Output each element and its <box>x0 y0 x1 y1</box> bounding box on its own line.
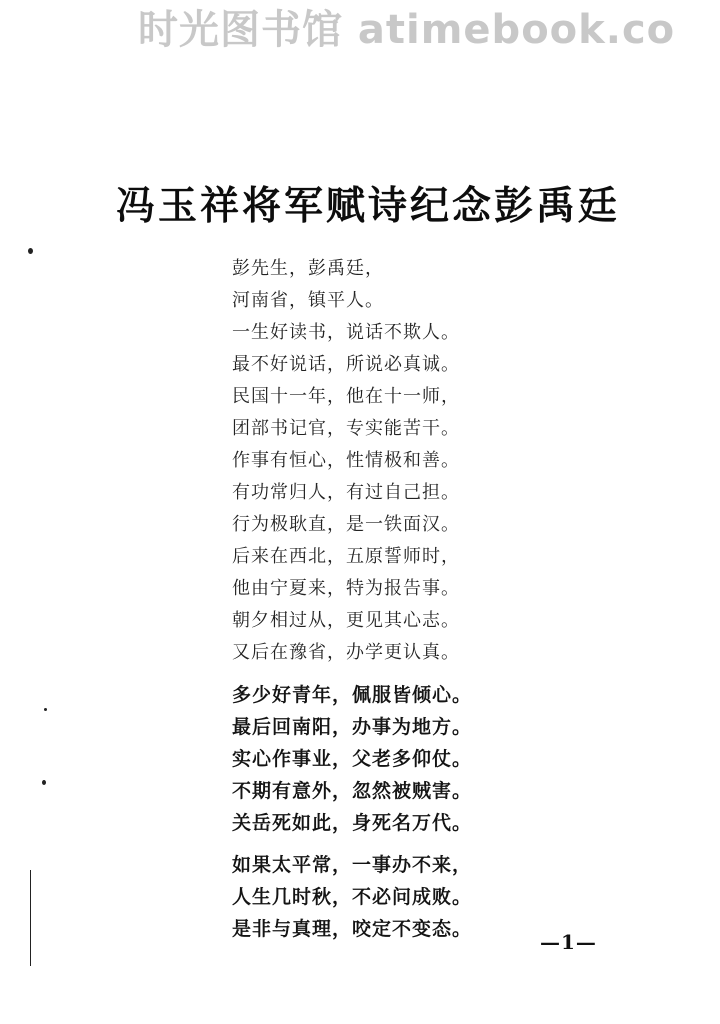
poem-line: 不期有意外，忽然被贼害。 <box>232 780 473 802</box>
poem-line: 又后在豫省，办学更认真。 <box>232 642 460 663</box>
scan-speck <box>44 708 47 711</box>
poem-line: 团部书记官，专实能苦干。 <box>232 418 460 439</box>
poem-line: 有功常归人，有过自己担。 <box>232 482 460 503</box>
poem-line: 人生几时秋，不必问成败。 <box>232 886 473 908</box>
poem <box>232 253 472 955</box>
poem-stanza-2 <box>232 679 472 839</box>
poem-line: 行为极耿直，是一铁面汉。 <box>232 514 460 535</box>
poem-line: 后来在西北，五原誓师时， <box>232 546 460 567</box>
poem-stanza-1 <box>232 253 472 669</box>
poem-stanza-3 <box>232 849 472 945</box>
poem-line: 关岳死如此，身死名万代。 <box>232 812 473 834</box>
poem-line: 是非与真理，咬定不变态。 <box>232 918 473 940</box>
poem-line: 最不好说话，所说必真诚。 <box>232 354 460 375</box>
poem-line: 他由宁夏来，特为报告事。 <box>232 578 460 599</box>
poem-line: 最后回南阳，办事为地方。 <box>232 716 473 738</box>
poem-line: 朝夕相过从，更见其心志。 <box>232 610 460 631</box>
poem-line: 河南省，镇平人。 <box>232 290 384 311</box>
poem-line: 如果太平常，一事办不来， <box>232 854 473 876</box>
poem-line: 民国十一年，他在十一师， <box>232 386 460 407</box>
poem-line: 一生好读书，说话不欺人。 <box>232 322 460 343</box>
watermark: 时光图书馆 atimebook.co <box>138 7 676 53</box>
poem-line: 彭先生，彭禹廷， <box>232 258 384 279</box>
scan-margin-line <box>30 870 31 966</box>
poem-line: 多少好青年，佩服皆倾心。 <box>232 684 473 706</box>
page-title: 冯玉祥将军赋诗纪念彭禹廷 <box>115 184 620 230</box>
poem-line: 作事有恒心，性情极和善。 <box>232 450 460 471</box>
poem-line: 实心作事业，父老多仰仗。 <box>232 748 473 770</box>
page-number: —1— <box>540 930 597 954</box>
scan-speck <box>28 248 33 254</box>
scan-speck <box>42 780 46 785</box>
